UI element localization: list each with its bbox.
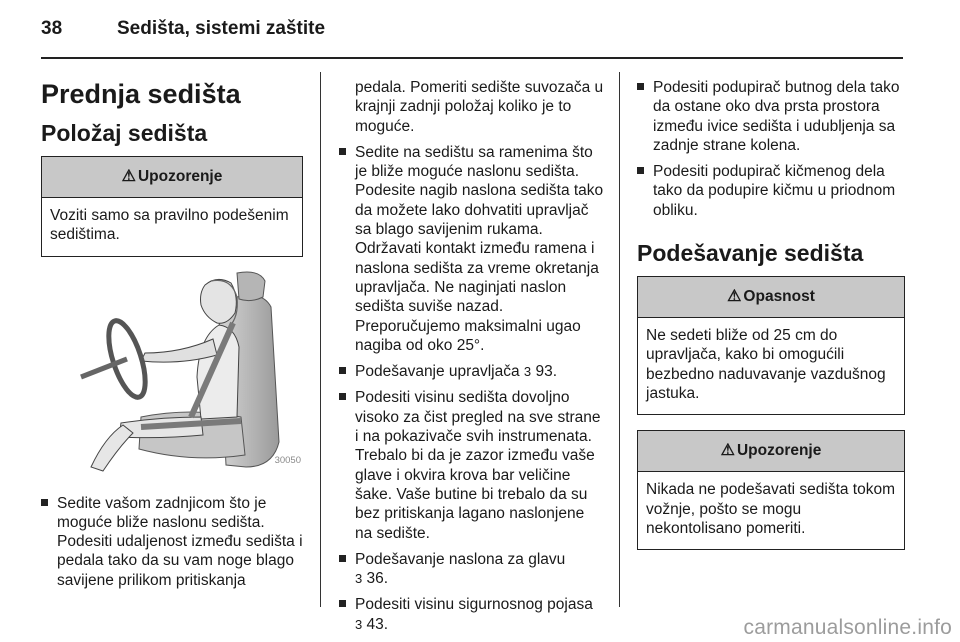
seating-position-illustration	[41, 267, 303, 477]
warning-text: Voziti samo sa pravilno podešenim sedištima.	[50, 207, 289, 244]
warning-box-header	[42, 157, 302, 198]
danger-box	[637, 276, 905, 415]
danger-box-header	[638, 277, 904, 318]
danger-title: Opasnost	[743, 288, 815, 306]
page-reference[interactable]: 93.	[535, 363, 558, 381]
danger-text: Ne sedeti bliže od 25 cm do upravljača, kako bi omogućili bezbedno naduvavanje vazdušnog jastuka.	[646, 327, 886, 402]
page-ref-icon: 3	[523, 364, 532, 380]
warning-triangle-icon: ⚠	[727, 288, 742, 306]
warning-text: Nikada ne podešavati sedišta tokom vožnje, pošto se mogu nekontolisano pomeriti.	[646, 481, 896, 537]
list-item: Podešavanje upravljača 3 93.	[339, 362, 605, 381]
list-item: Podesiti podupirač kičmenog dela tako da podupire kičmu u priodnom obliku.	[637, 162, 905, 220]
column-2	[339, 70, 605, 641]
warning-box	[637, 430, 905, 550]
section-heading: Prednja sedišta	[41, 79, 241, 109]
warning-triangle-icon: ⚠	[720, 442, 735, 460]
bullet-list	[339, 143, 605, 634]
page-reference[interactable]: 43.	[366, 615, 389, 633]
square-bullet-icon	[339, 367, 346, 374]
header-divider	[41, 57, 903, 59]
column-divider-2	[619, 72, 620, 607]
square-bullet-icon	[339, 148, 346, 155]
column-3	[637, 70, 905, 550]
bullet-list	[41, 494, 303, 590]
page-ref-icon: 3	[355, 571, 363, 587]
figure-number: 30050	[274, 455, 301, 467]
list-item: Sedite na sedištu sa ramenima što je bliže moguće naslonu sedišta. Podesite nagib naslona sedišta tako da možete lako dohvatiti upravljač sa blago savijenim rukama. Održavati kontakt između ramena i naslona sedišta za vreme okretanja upravljača. Ne naginjati naslon sedišta suviše nazad. Preporučujemo maksimalni ugao nagiba od oko 25°.	[339, 143, 605, 355]
square-bullet-icon	[339, 555, 346, 562]
subsection-heading: Podešavanje sedišta	[637, 240, 864, 267]
list-item: Podesiti visinu sedišta dovoljno visoko za čist pregled na sve strane i na pokazivače svih instrumenata. Trebalo bi da je zazor između vaše glave i okvira krova bar veličine šake. Vaše butine bi trebalo da su bez pritiskanja lagano naslonjene na sedište.	[339, 388, 605, 542]
column-1	[41, 70, 303, 597]
square-bullet-icon	[41, 499, 48, 506]
warning-title: Upozorenje	[137, 168, 223, 185]
list-item: Podešavanje naslona za glavu 3 36.	[339, 550, 605, 589]
site-watermark: carmanualsonline.info	[743, 616, 952, 639]
page-number: 38	[41, 18, 63, 39]
list-item: Podesiti visinu sigurnosnog pojasa 3 43.	[339, 595, 605, 634]
warning-title: Upozorenje	[736, 442, 822, 460]
list-item: Sedite vašom zadnjicom što je moguće bliže naslonu sedišta. Podesiti udaljenost između sedišta i pedala tako da su vam noge blago savijene prilikom pritiskanja	[41, 494, 303, 590]
square-bullet-icon	[339, 393, 346, 400]
page-ref-icon: 3	[355, 616, 363, 632]
list-item: Podesiti podupirač butnog dela tako da ostane oko dva prsta prostora između ivice sedišta i udubljenja sa zadnje strane kolena.	[637, 78, 905, 155]
continued-text: pedala. Pomeriti sedište suvozača u krajnji zadnji položaj koliko je to moguće.	[355, 79, 604, 135]
chapter-title: Sedišta, sistemi zaštite	[117, 18, 326, 39]
page-reference[interactable]: 36.	[366, 570, 389, 588]
subsection-heading: Položaj sedišta	[41, 120, 208, 146]
warning-box	[41, 156, 303, 257]
column-divider-1	[320, 72, 321, 607]
warning-triangle-icon: ⚠	[121, 168, 136, 185]
bullet-list	[637, 78, 905, 220]
square-bullet-icon	[339, 600, 346, 607]
square-bullet-icon	[637, 83, 644, 90]
warning-box-header	[638, 431, 904, 472]
square-bullet-icon	[637, 167, 644, 174]
